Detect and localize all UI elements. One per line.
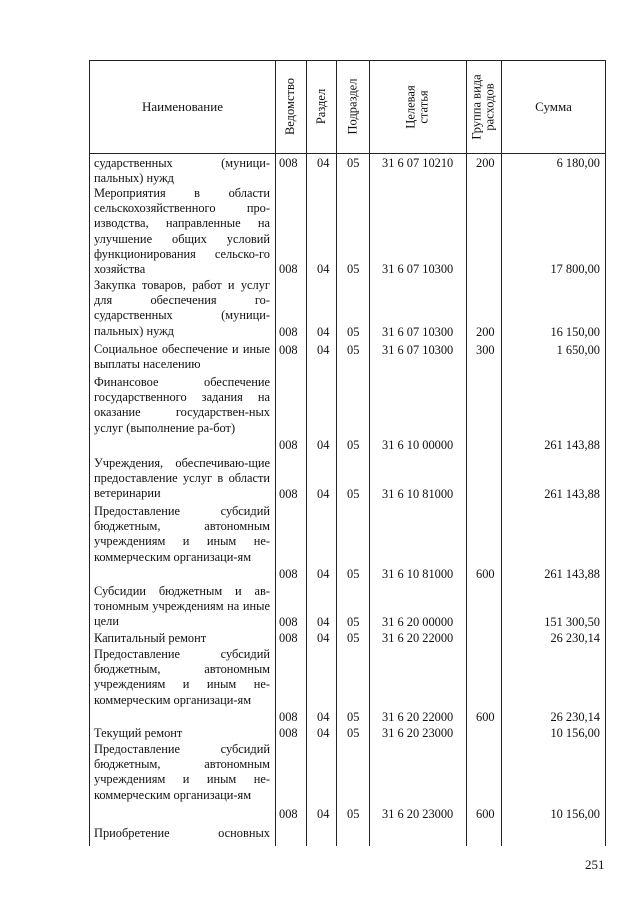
header-podrazdel: Подраздел <box>345 78 360 135</box>
row-vedomstvo: 008 <box>279 614 298 629</box>
row-vedomstvo: 008 <box>279 437 298 452</box>
header-divider <box>89 153 606 154</box>
header-celevaya-line1: Целевая <box>404 84 418 129</box>
row-name: Капитальный ремонт <box>94 631 207 645</box>
table-row <box>90 456 606 502</box>
table-row <box>90 186 606 277</box>
row-razdel: 04 <box>317 709 330 724</box>
row-summa: 16 150,00 <box>550 324 600 339</box>
row-razdel: 04 <box>317 614 330 629</box>
row-summa: 1 650,00 <box>556 342 600 357</box>
row-podrazdel: 05 <box>347 806 360 821</box>
row-razdel: 04 <box>317 486 330 501</box>
header-vedomstvo: Ведомство <box>283 77 298 136</box>
header-name: Наименование <box>142 98 223 114</box>
row-gruppa: 300 <box>476 342 495 357</box>
row-name: Закупка товаров, работ и услуг для обеспечения го-сударственных (муници-пальных) нужд <box>94 278 270 338</box>
row-summa: 261 143,88 <box>544 566 600 581</box>
row-gruppa: 200 <box>476 155 495 170</box>
row-razdel: 04 <box>317 437 330 452</box>
row-podrazdel: 05 <box>347 614 360 629</box>
header-celevaya-statya <box>370 60 466 153</box>
row-razdel: 04 <box>317 155 330 170</box>
row-name: Предоставление субсидий бюджетным, автономным учреждениям и иным не-коммерческим организаци-ям <box>94 504 270 564</box>
row-vedomstvo: 008 <box>279 324 298 339</box>
row-gruppa: 600 <box>476 566 495 581</box>
row-razdel: 04 <box>317 806 330 821</box>
row-celevaya: 31 6 20 23000 <box>382 725 454 740</box>
row-gruppa: 600 <box>476 709 495 724</box>
row-podrazdel: 05 <box>347 566 360 581</box>
row-razdel: 04 <box>317 261 330 276</box>
row-vedomstvo: 008 <box>279 486 298 501</box>
row-name: сударственных (муници-пальных) нужд <box>94 156 270 186</box>
row-summa: 151 300,50 <box>544 614 600 629</box>
row-razdel: 04 <box>317 566 330 581</box>
row-vedomstvo: 008 <box>279 709 298 724</box>
row-podrazdel: 05 <box>347 486 360 501</box>
row-podrazdel: 05 <box>347 709 360 724</box>
row-vedomstvo: 008 <box>279 342 298 357</box>
row-name: Текущий ремонт <box>94 726 183 740</box>
header-gruppa-line1: Группа вида <box>470 73 485 140</box>
row-celevaya: 31 6 20 23000 <box>382 806 454 821</box>
row-celevaya: 31 6 20 22000 <box>382 630 454 645</box>
row-razdel: 04 <box>317 630 330 645</box>
row-podrazdel: 05 <box>347 630 360 645</box>
row-name: Учреждения, обеспечиваю-щие предоставление услуг в области ветеринарии <box>94 456 270 501</box>
row-gruppa: 600 <box>476 806 495 821</box>
table-row <box>90 504 606 582</box>
table-row <box>90 342 606 373</box>
row-vedomstvo: 008 <box>279 261 298 276</box>
row-summa: 261 143,88 <box>544 437 600 452</box>
row-celevaya: 31 6 10 00000 <box>382 437 454 452</box>
row-podrazdel: 05 <box>347 261 360 276</box>
row-summa: 6 180,00 <box>556 155 600 170</box>
row-celevaya: 31 6 07 10210 <box>382 155 454 170</box>
row-razdel: 04 <box>317 725 330 740</box>
row-podrazdel: 05 <box>347 324 360 339</box>
table-row <box>90 156 606 186</box>
row-podrazdel: 05 <box>347 342 360 357</box>
row-name: Предоставление субсидий бюджетным, автономным учреждениям и иным не-коммерческим организаци-ям <box>94 647 270 707</box>
row-vedomstvo: 008 <box>279 806 298 821</box>
row-podrazdel: 05 <box>347 155 360 170</box>
table-row <box>90 631 606 646</box>
row-razdel: 04 <box>317 342 330 357</box>
table-row <box>90 278 606 340</box>
table-row <box>90 375 606 453</box>
page-number: 251 <box>585 857 605 872</box>
table-row <box>90 742 606 822</box>
row-summa: 10 156,00 <box>550 725 600 740</box>
row-name: Приобретение основных <box>94 826 270 840</box>
header-razdel: Раздел <box>314 88 329 125</box>
row-summa: 26 230,14 <box>550 709 600 724</box>
row-vedomstvo: 008 <box>279 725 298 740</box>
table-row <box>90 726 606 741</box>
row-name: Финансовое обеспечение государственного задания на оказание государствен-ных услуг (выполнение ра-бот) <box>94 375 270 435</box>
header-summa: Сумма <box>535 98 572 114</box>
row-celevaya: 31 6 20 22000 <box>382 709 454 724</box>
row-podrazdel: 05 <box>347 437 360 452</box>
row-celevaya: 31 6 07 10300 <box>382 324 454 339</box>
row-celevaya: 31 6 07 10300 <box>382 342 454 357</box>
row-summa: 17 800,00 <box>550 261 600 276</box>
row-name: Предоставление субсидий бюджетным, автономным учреждениям и иным не-коммерческим организаци-ям <box>94 742 270 802</box>
row-vedomstvo: 008 <box>279 566 298 581</box>
table-row <box>90 826 606 841</box>
row-vedomstvo: 008 <box>279 155 298 170</box>
row-podrazdel: 05 <box>347 725 360 740</box>
header-celevaya-line2: статья <box>417 89 431 124</box>
row-celevaya: 31 6 10 81000 <box>382 486 454 501</box>
table-row <box>90 647 606 725</box>
row-summa: 26 230,14 <box>550 630 600 645</box>
row-name: Мероприятия в области сельскохозяйственного про-изводства, направленные на улучшение общих условий функционирования сельско-го хозяйства <box>94 186 270 277</box>
row-celevaya: 31 6 20 00000 <box>382 614 454 629</box>
row-gruppa: 200 <box>476 324 495 339</box>
row-celevaya: 31 6 07 10300 <box>382 261 454 276</box>
row-summa: 10 156,00 <box>550 806 600 821</box>
row-summa: 261 143,88 <box>544 486 600 501</box>
row-name: Социальное обеспечение и иные выплаты населению <box>94 342 270 372</box>
row-celevaya: 31 6 10 81000 <box>382 566 454 581</box>
row-name: Субсидии бюджетным и ав-тономным учреждениям на иные цели <box>94 584 270 629</box>
row-razdel: 04 <box>317 324 330 339</box>
header-gruppa-line2: расходов <box>483 82 498 131</box>
header-gruppa-vida-rashodov <box>467 60 501 153</box>
table-row <box>90 584 606 630</box>
row-vedomstvo: 008 <box>279 630 298 645</box>
